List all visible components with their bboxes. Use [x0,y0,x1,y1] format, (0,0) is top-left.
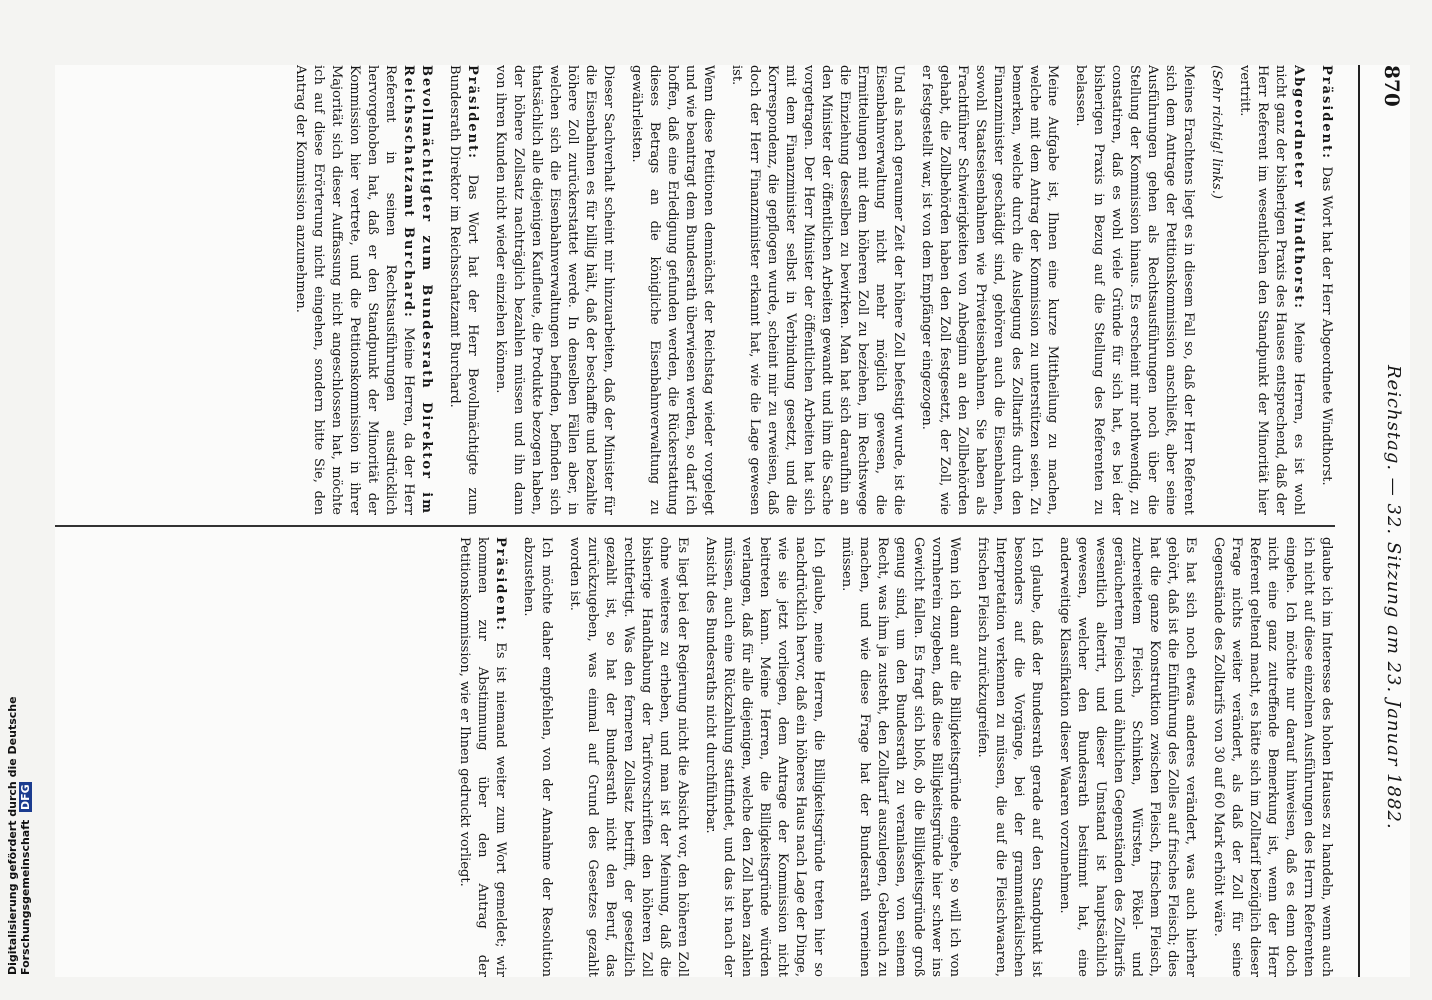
paragraph-text: Meine Herren, es ist wohl nicht ganz der bisherigen Praxis des Hauses entsprechend, daß der Herr Referent im wesentlichen den Standpunkt der Minorität hier vertritt. [1237,65,1306,515]
document-page [55,65,1410,977]
paragraph [1235,65,1307,515]
speaker-name: Präsident: [493,537,508,643]
paragraph [1207,65,1225,515]
column-divider [55,525,1335,527]
paragraph-text: Das Wort hat der Herr Bevollmächtigte zum Bundesrath Direktor im Reichsschatzamt Burchard. [447,65,480,515]
speaker-name: Präsident: [1319,65,1334,167]
page-number: 870 [1380,65,1404,107]
paragraph-text: Wenn ich dann auf die Billigkeitsgründe eingehe, so will ich von vornherein zugeben, daß diese Billigkeitsgründe hier schwer ins Gewicht fallen. Es fragt sich bloß, ob die Billigkeitsgründe groß genug sind, um den Bundesrath zu veranlassen, von seinem Recht, was ihm ja zusteht, den Zolltarif auszulegen, Gebrauch zu machen, und wie diese Frage hat der Bundesrath verneinen müssen. [839,537,962,977]
text-column-right [55,537,1335,977]
paragraph [973,537,1045,977]
paragraph-text: Dieser Sachverhalt scheint mir hinzuarbeiten, daß der Minister für die Eisenbahnen es für billig hält, daß der beschaffte und bezahlte höhere Zoll zurückerstattet werde. In denselben Fällen aber, in welchen sich die Eisenbahnverwaltungen befinden, befinden sich thatsächlich alle diejenigen Kaufleute, die Produkte bezogen haben, der höhere Zollsatz nachträglich bezahlen müssen und ihn dann von ihren Kunden nicht wieder einziehen können. [493,65,616,515]
paragraph-text: Wenn diese Petitionen demnächst der Reichstag wieder vorgelegt und wie beantragt dem Bundesrath überwiesen werden, so darf ich hoffen, daß eine Erledigung gefunden werden, die Rückerstattung dieses Betrags an die königliche Eisenbahnverwaltung zu gewährleisten. [629,65,716,515]
paragraph [627,65,717,515]
paragraph [917,65,1061,515]
digitization-credit [6,605,30,975]
paragraph [565,537,691,977]
paragraph [727,65,907,515]
paragraph [491,65,617,515]
paragraph [701,537,827,977]
page-header [1334,65,1404,977]
paragraph [1317,65,1335,515]
paragraph [445,65,481,515]
paragraph [1071,65,1197,515]
paragraph [1209,537,1335,977]
speaker-name: Präsident: [465,65,480,175]
paragraph [519,537,555,977]
paragraph-text: Meine Aufgabe ist, Ihnen eine kurze Mittheilung zu machen, welche mit dem Antrag der Kommission zu unterstützen seien. Zu bemerken, welche durch die Auslegung des Zolltarifs durch den Finanzminister geschädigt sind, gehören auch die Eisenbahnen, sowohl Staatseisenbahnen wie Privateisenbahnen. Sie haben als Frachtführer Schwierigkeiten von Anbeginn an den Zollbehörden gehabt, die Zollbehörden haben den Zoll festgesetzt, der Zoll, wie er festgestellt war, ist von dem Empfänger eingezogen. [919,65,1060,515]
header-rule [1358,65,1360,977]
credit-text: Digitalisierung gefördert durch die Deutsche Forschungsgemeinschaft [6,696,32,975]
paragraph [1055,537,1199,977]
paragraph-text: Ich möchte daher empfehlen, von der Annahme der Resolution abzustehen. [521,537,554,977]
paragraph [837,537,963,977]
running-title: Reichstag. — 32. Sitzung am 23. Januar 1882. [1383,365,1404,830]
paragraph [291,65,435,515]
paragraph-text: Und als nach geraumer Zeit der höhere Zoll befestigt wurde, ist die Eisenbahnverwaltung nicht mehr möglich gewesen, die Ermittelungen mit dem höheren Zoll zu beziehen, im Rechtswege die Einziehung desselben zu bewirken. Man hat sich daraufhin an den Minister der öffentlichen Arbeiten gewandt und ihm die Sache vorgetragen. Der Herr Minister der öffentlichen Arbeiten hat sich mit dem Finanzminister selbst in Verbindung gesetzt, und die Korrespondenz, die gepflogen wurde, scheint mir zu erweisen, daß doch der Herr Finanzminister erkannt hat, wie die Lage gewesen ist. [729,65,906,515]
paragraph-text: Meine Herren, da der Herr Referent in seinen Rechtsausführungen ausdrücklich hervorgehoben hat, daß er den Standpunkt der Minorität der Kommission hier vertrete, und die Petitionskommission in ihrer Majorität sich dieser Auffassung nicht angeschlossen hat, möchte ich auf diese Erörterung nicht eingehen, sondern bitte Sie, den Antrag der Kommission anzunehmen. [293,65,416,515]
paragraph-text: Es liegt bei der Regierung nicht die Absicht vor, den höheren Zoll ohne weiteres zu erheben, und man ist der Meinung, daß die bisherige Handhabung der Tarifvorschriften den höheren Zoll rechtfertigt. Was den ferneren Zollsatz betrifft, der gesetzlich gezahlt ist, so hat der Bundesrath nicht den Beruf, das zurückzugeben, was einmal auf Grund des Gesetzes gezahlt worden ist. [567,537,690,977]
paragraph-text: (Sehr richtig! links.) [1209,65,1224,199]
paragraph-text: Es ist niemand weiter zum Wort gemeldet; wir kommen zur Abstimmung über den Antrag der Petitionskommission, wie er Ihnen gedruckt vorliegt. [457,537,508,977]
paragraph-text: Es hat sich noch etwas anderes verändert, was auch hierher gehört, daß ist die Einführung des Zolles auf frisches Fleisch; dies hat die ganze Konstruktion zwischen Fleisch, frischem Fleisch, zubereitetem Fleisch, Schinken, Würsten, Pökel- und geräuchertem Fleisch und ähnlichen Gegenständen des Zolltarifs wesentlich alterirt, und dieser Umstand ist hauptsächlich gewesen, welcher den Bundesrath bestimmt hat, eine anderweitige Klassifikation dieser Waaren vorzunehmen. [1057,537,1198,977]
dfg-logo: DFG [19,784,32,810]
paragraph-text: Das Wort hat der Herr Abgeordnete Windthorst. [1319,166,1334,486]
paragraph-text: Ich glaube, meine Herren, die Billigkeitsgründe treten hier so nachdrücklich hervor, daß ein höheres Haus nach Lage der Dinge, wie sie jetzt vorliegen, dem Antrage der Kommission nicht beitreten kann. Meine Herren, die Billigkeitsgründe würden verlangen, daß für alle diejenigen, welche den Zoll haben zahlen müssen, auch eine Rückzahlung stattfindet, und das ist nach der Ansicht des Bundesraths nicht durchführbar. [703,537,826,977]
paragraph-text: glaube ich im Interesse des hohen Hauses zu handeln, wenn auch ich nicht auf diese einzelnen Ausführungen des Herrn Referenten eingehe. Ich möchte nur darauf hinweisen, daß es denn doch nicht eine ganz zutreffende Bemerkung ist, wenn der Herr Referent geltend macht, es hätte sich im Zolltarif bezüglich dieser Frage nichts weiter verändert, als daß der Zoll für seine Gegenstände des Zolltarifs von 30 auf 60 Mark erhöht wäre. [1211,537,1334,977]
speaker-name: Bevollmächtigter zum Bundesrath Direktor im Reichsschatzamt Burchard: [401,65,434,515]
paragraph-text: Ich glaube, daß der Bundesrath gerade auf den Standpunkt ist besonders auf die Vorgänge, bei der grammatikalischen Interpretation verkennen zu müssen, die auf die Fleischwaaren, frischen Fleisch zurückzugreifen. [975,537,1044,977]
paragraph [455,537,509,977]
speaker-name: Abgeordneter Windthorst: [1291,65,1306,322]
paragraph-text: Meines Erachtens liegt es in diesem Fall so, daß der Herr Referent sich dem Antrage der Petitionskommission anschließt, aber seine Ausführungen gehen als Rechtsausführungen noch über die Stellung der Kommission hinaus. Es erscheint mir nothwendig, zu constatiren, daß es wohl viele Gründe für sich hat, es bei der bisherigen Praxis in Bezug auf die Stellung des Referenten zu belassen. [1073,65,1196,515]
text-column-left [55,65,1335,515]
